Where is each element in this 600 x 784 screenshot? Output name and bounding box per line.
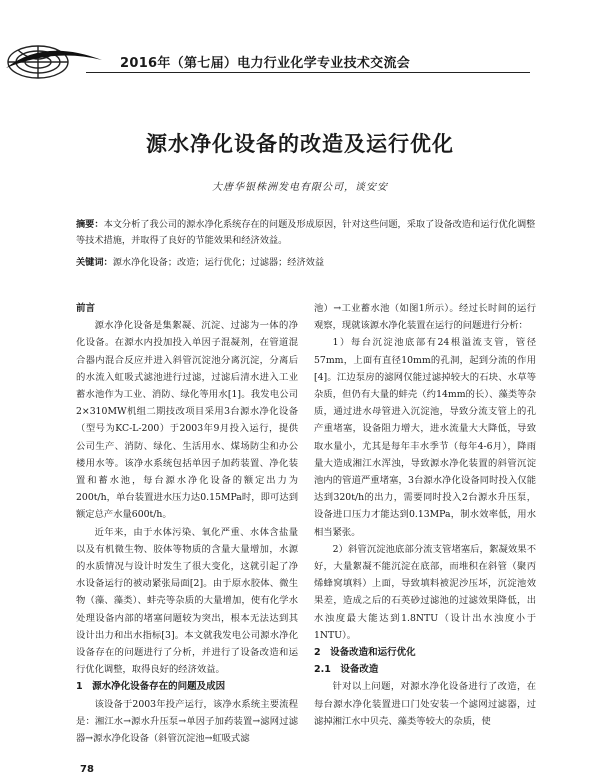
left-paragraph-2: 近年来，由于水体污染、氧化严重、水体含盐量以及有机微生物、胶体等物质的含量大量增加，水源的水质情况与设计时发生了很大变化，这就引起了净水设备运行的被动紧张局面[2]。由于原水胶体、微生物（藻、藻类）、蚌壳等杂质的大量增加，使有化学水处理设备内部的堵塞问题较为突出，根本无法达到其设计出力和出水指标[3]。本文就我发电公司源水净化设备存在的问题进行了分析，并进行了设备改造和运行优化调整，取得良好的经济效益。 [76, 526, 298, 676]
page-number: 78 [80, 764, 94, 775]
section-1-heading: 1 源水净化设备存在的问题及成因 [76, 681, 226, 693]
right-paragraph-2: 1）每台沉淀池底部有24根溢流支管，管径57mm，上面有直径10mm的孔洞，起到分流的作用[4]。江边泵房的滤网仅能过滤掉较大的石块、水草等杂质，但仍有大量的蚌壳（约14mm的长）、藻类等杂质，通过进水母管进入沉淀池，导致分流支管上的孔产重堵塞，设备阻力增大，进水流量大大降低，导致取水量小，尤其是每年丰水季节（每年4-6月），降雨量大造成湘江水浑浊，导致源水净化装置的斜管沉淀池内的管道严重堵塞，3台源水净化设备同时投入仅能达到320t/h的出力，需要同时投入2台源水升压泵，设备进口压力才能达到0.13MPa，制水效率低，用水相当紧张。 [314, 337, 536, 538]
section-2-1-heading: 2.1 设备改造 [314, 664, 379, 676]
paper-title: 源水净化设备的改造及运行优化 [146, 132, 454, 156]
keywords-text: 源水净化设备；改造；运行优化；过滤器；经济效益 [112, 257, 325, 268]
right-paragraph-4: 针对以上问题，对源水净化设备进行了改造，在每台源水净化装置进口门处安装一个滤网过滤器，过滤掉湘江水中贝壳、藻类等较大的杂质，使 [314, 681, 536, 727]
abstract-text: 本文分析了我公司的源水净化系统存在的问题及形成原因，针对这些问题，采取了设备改造和运行优化调整等技术措施，并取得了良好的节能效果和经济效益。 [76, 219, 536, 246]
conference-header: 2016年（第七届）电力行业化学专业技术交流会 [120, 56, 411, 71]
swoosh-icon [6, 51, 102, 68]
right-paragraph-1: 池）→工业蓄水池（如图1所示）。经过长时间的运行观察，现就该源水净化装置在运行的问题进行分析： [314, 303, 536, 332]
paper-authors: 大唐华银株洲发电有限公司，谈安安 [212, 182, 388, 193]
abstract [76, 217, 536, 249]
left-column [76, 300, 298, 747]
right-column [314, 300, 536, 730]
keywords-label: 关键词： [76, 257, 113, 268]
conference-logo [4, 28, 104, 84]
abstract-label: 摘要： [76, 219, 104, 230]
left-paragraph-3: 该设备于2003年投产运行，该净水系统主要流程是：湘江水→源水升压泵→单因子加药装置→滤网过滤器→源水净化设备（斜管沉淀池→虹吸式滤 [76, 698, 298, 745]
left-paragraph-1: 源水净化设备是集絮凝、沉淀、过滤为一体的净化设备。在源水内投加投入单因子混凝剂，在管道混合器内混合反应并进入斜管沉淀池分离沉淀，分离后的水流入虹吸式滤池进行过滤，过滤后清水进入工业蓄水池作为工业、消防、绿化等用水[1]。我发电公司2×310MW机组二期技改项目采用3台源水净化设备（型号为KC-L-200）于2003年9月投入运行，提供公司生产、消防、绿化、生活用水、煤场防尘和办公楼用水等。该净水系统包括单因子加药装置、净化装置和蓄水池，每台源水净化设备的额定出力为200t/h，单台装置进水压力达0.15MPa时，即可达到额定总产水量600t/h。 [76, 320, 298, 521]
header-rule [86, 72, 530, 73]
preface-heading: 前言 [76, 303, 96, 314]
section-2-heading: 2 设备改造和运行优化 [314, 647, 416, 659]
keywords [76, 254, 536, 268]
right-paragraph-3: 2）斜管沉淀池底部分流支管堵塞后，絮凝效果不好，大量絮凝不能沉淀在底部，而堆积在斜管（聚丙烯蜂窝填料）上面，导致填料被泥沙压坏，沉淀池效果差，造成之后的石英砂过滤池的过滤效果降低，出水浊度最大能达到1.8NTU（设计出水浊度小于1NTU）。 [314, 543, 536, 641]
